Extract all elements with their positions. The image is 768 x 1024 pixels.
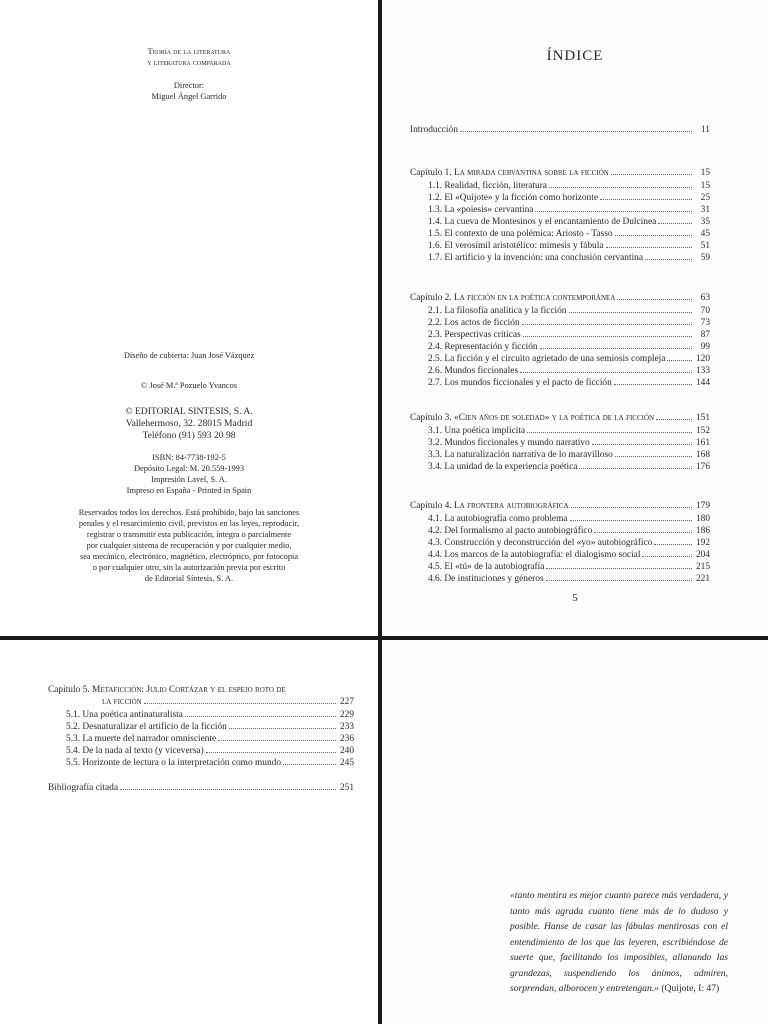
section-page: 186 xyxy=(695,526,710,536)
toc-section xyxy=(66,733,354,745)
dot-leader xyxy=(592,444,692,445)
section-title: Una poética implícita xyxy=(444,426,526,436)
section-page: 59 xyxy=(700,253,710,263)
publisher-address: Vallehermoso, 32. 28015 Madrid xyxy=(125,418,253,429)
epigraph-source: (Quijote, I: 47) xyxy=(661,983,720,994)
section-title: La ficción y el circuito agrietado de una semiosis compleja xyxy=(444,354,666,364)
dot-leader xyxy=(570,520,692,521)
chapter-label: Capítulo 5. xyxy=(48,685,90,695)
dot-leader xyxy=(645,259,692,260)
legal-deposit: Depósito Legal: M. 20.559-1993 xyxy=(133,464,245,473)
toc-section xyxy=(428,204,710,216)
section-page: 73 xyxy=(700,318,710,328)
rights-line: Reservados todos los derechos. Está prohibido, bajo las sanciones xyxy=(78,508,300,517)
section-page: 168 xyxy=(695,450,710,460)
toc-section xyxy=(428,228,710,240)
dot-leader xyxy=(654,544,692,545)
dot-leader xyxy=(594,532,692,533)
toc-section xyxy=(428,513,710,525)
index-page xyxy=(382,0,768,636)
section-title: Representación y ficción xyxy=(444,342,538,352)
section-number: 1.2. xyxy=(428,193,443,203)
toc-chapter-5-line2 xyxy=(102,696,354,708)
section-number: 2.1. xyxy=(428,306,443,316)
index-continued-page xyxy=(0,640,378,1024)
page-row-divider xyxy=(0,636,768,640)
section-number: 1.7. xyxy=(428,253,443,263)
section-page: 87 xyxy=(700,330,710,340)
dot-leader xyxy=(527,432,692,433)
page-spread-divider xyxy=(378,0,382,1024)
section-page: 233 xyxy=(339,722,354,732)
section-page: 236 xyxy=(339,734,354,744)
section-page: 221 xyxy=(695,574,710,584)
section-number: 1.3. xyxy=(428,205,443,215)
section-number: 5.5. xyxy=(66,758,81,768)
section-number: 2.6. xyxy=(428,366,443,376)
dot-leader xyxy=(229,728,336,729)
dot-leader xyxy=(540,348,692,349)
epigraph-text: «tanto mentira es mejor cuanto parece más verdadera, y tanto más agrada cuanto tiene más de lo dudoso y posible. Hanse de casar las fábulas mentirosas con el entendimiento de los que las leyeren, escribiéndose de suerte que, facilitando los imposibles, allanando las grandezas, suspendiendo los ánimos, admiren, sorprendan, alborocen y entretengan.» xyxy=(510,890,728,994)
section-page: 51 xyxy=(700,241,710,251)
section-title: Los marcos de la autobiografía: el dialogismo social xyxy=(444,550,641,560)
toc-chapter-5-line1 xyxy=(48,684,354,696)
dot-leader xyxy=(206,752,336,753)
chapter-label: Capítulo 3. xyxy=(410,413,452,423)
section-number: 2.4. xyxy=(428,342,443,352)
section-title: Horizonte de lectura o la interpretación como mundo xyxy=(82,758,282,768)
section-page: 70 xyxy=(700,306,710,316)
section-title: La naturalización narrativa de lo maravilloso xyxy=(444,450,613,460)
section-number: 5.3. xyxy=(66,734,81,744)
toc-section xyxy=(428,341,710,353)
section-number: 3.1. xyxy=(428,426,443,436)
section-page: 192 xyxy=(695,538,710,548)
chapter-title-continued: la ficción xyxy=(102,697,142,707)
section-page: 240 xyxy=(339,746,354,756)
toc-section xyxy=(428,549,710,561)
section-title: La «poiesis» cervantina xyxy=(444,205,534,215)
toc-section xyxy=(428,240,710,252)
dot-leader xyxy=(571,507,692,508)
section-number: 3.2. xyxy=(428,438,443,448)
dot-leader xyxy=(460,131,692,132)
section-number: 1.5. xyxy=(428,229,443,239)
section-number: 5.1. xyxy=(66,710,81,720)
dot-leader xyxy=(615,456,692,457)
toc-section xyxy=(428,377,710,389)
toc-section xyxy=(428,537,710,549)
toc-section xyxy=(428,317,710,329)
dot-leader xyxy=(658,223,692,224)
chapter-label: Capítulo 1. xyxy=(410,168,452,178)
printer: Impresión Lavel, S. A. xyxy=(151,475,227,484)
toc-section xyxy=(428,437,710,449)
dot-leader xyxy=(642,556,692,557)
dot-leader xyxy=(523,336,692,337)
chapter-label: Capítulo 2. xyxy=(410,293,452,303)
section-number: 3.4. xyxy=(428,462,443,472)
toc-section xyxy=(428,305,710,317)
section-title: El contexto de una polémica: Ariosto - Tasso xyxy=(444,229,613,239)
chapter-page: 227 xyxy=(339,697,354,707)
section-page: 204 xyxy=(695,550,710,560)
dot-leader xyxy=(656,419,692,420)
section-title: El artificio y la invención: una conclusión cervantina xyxy=(444,253,644,263)
section-number: 2.3. xyxy=(428,330,443,340)
toc-section xyxy=(66,745,354,757)
dot-leader xyxy=(579,468,692,469)
dot-leader xyxy=(549,187,692,188)
section-page: 35 xyxy=(700,217,710,227)
toc-section xyxy=(66,721,354,733)
section-page: 133 xyxy=(695,366,710,376)
isbn: ISBN: 84-7738-192-5 xyxy=(152,453,226,462)
index-title: ÍNDICE xyxy=(546,48,604,64)
section-page: 176 xyxy=(695,462,710,472)
dot-leader xyxy=(614,384,692,385)
toc-entry-introduction xyxy=(410,124,710,136)
section-title: Mundos ficcionales y mundo narrativo xyxy=(444,438,590,448)
section-number: 2.2. xyxy=(428,318,443,328)
section-number: 4.5. xyxy=(428,562,443,572)
chapter-title: «Cien años de soledad» y la poética de la ficción xyxy=(454,413,655,423)
dot-leader xyxy=(283,764,336,765)
dot-leader xyxy=(120,789,336,790)
director-name: Miguel Ángel Garrido xyxy=(151,92,227,101)
dot-leader xyxy=(546,568,692,569)
dot-leader xyxy=(606,247,693,248)
section-number: 1.6. xyxy=(428,241,443,251)
section-title: La muerte del narrador omnisciente xyxy=(82,734,217,744)
section-page: 245 xyxy=(339,758,354,768)
toc-entry-page: 11 xyxy=(700,125,710,135)
section-number: 5.2. xyxy=(66,722,81,732)
section-page: 45 xyxy=(700,229,710,239)
section-page: 31 xyxy=(700,205,710,215)
cover-credit: Diseño de cubierta: Juan José Vázquez xyxy=(123,351,255,360)
section-number: 4.6. xyxy=(428,574,443,584)
rights-line: de Editorial Síntesis, S. A. xyxy=(144,574,234,583)
section-title: Construcción y deconstrucción del «yo» autobiográfico xyxy=(444,538,653,548)
section-number: 4.1. xyxy=(428,514,443,524)
section-page: 215 xyxy=(695,562,710,572)
section-page: 229 xyxy=(339,710,354,720)
section-number: 4.4. xyxy=(428,550,443,560)
section-number: 1.1. xyxy=(428,181,443,191)
section-title: El «Quijote» y la ficción como horizonte xyxy=(444,193,599,203)
epigraph xyxy=(510,888,728,997)
rights-line: penales y el resarcimiento civil, previstos en las leyes, reproducir, xyxy=(78,519,300,528)
chapter-title: La ficción en la poética contemporánea xyxy=(454,293,616,303)
toc-section xyxy=(428,365,710,377)
toc-section xyxy=(428,180,710,192)
toc-section xyxy=(428,425,710,437)
section-page: 15 xyxy=(700,181,710,191)
page-number: 5 xyxy=(572,592,578,604)
toc-chapter-3 xyxy=(410,412,710,424)
rights-line: registrar o transmitir esta publicación, íntegra o parcialmente xyxy=(86,530,292,539)
section-number: 2.5. xyxy=(428,354,443,364)
toc-section xyxy=(428,252,710,264)
chapter-title: La frontera autobiográfica xyxy=(454,501,569,511)
section-title: La autobiografía como problema xyxy=(444,514,568,524)
epigraph-page xyxy=(382,640,768,1024)
section-title: El verosímil aristotélico: mimesis y fábula xyxy=(444,241,604,251)
section-title: La unidad de la experiencia poética xyxy=(444,462,578,472)
chapter-page: 179 xyxy=(695,501,710,511)
toc-chapter-1 xyxy=(410,167,710,179)
toc-section xyxy=(428,561,710,573)
section-title: De instituciones y géneros xyxy=(444,574,544,584)
director-label: Director: xyxy=(173,81,205,90)
toc-chapter-4 xyxy=(410,500,710,512)
rights-line: por cualquier sistema de recuperación y por cualquier medio, xyxy=(86,541,292,550)
dot-leader xyxy=(546,580,692,581)
dot-leader xyxy=(617,299,692,300)
toc-section xyxy=(66,757,354,769)
section-title: Mundos ficcionales xyxy=(444,366,519,376)
toc-section xyxy=(428,329,710,341)
credits-page xyxy=(0,0,378,636)
dot-leader xyxy=(569,312,693,313)
dot-leader xyxy=(600,199,692,200)
dot-leader xyxy=(218,740,336,741)
section-number: 5.4. xyxy=(66,746,81,756)
publisher-phone: Teléfono (91) 593 20 98 xyxy=(142,430,236,441)
section-number: 2.7. xyxy=(428,378,443,388)
author-copyright: © José M.ª Pozuelo Yvancos xyxy=(140,381,238,390)
toc-section xyxy=(428,192,710,204)
chapter-page: 15 xyxy=(700,168,710,178)
toc-section xyxy=(428,449,710,461)
section-title: Del formalismo al pacto autobiográfico xyxy=(444,526,593,536)
section-title: De la nada al texto (y viceversa) xyxy=(82,746,204,756)
toc-entry-title: Introducción xyxy=(410,125,458,135)
section-page: 25 xyxy=(700,193,710,203)
toc-section xyxy=(428,216,710,228)
dot-leader xyxy=(667,360,692,361)
section-title: Los mundos ficcionales y el pacto de ficción xyxy=(444,378,612,388)
chapter-label: Capítulo 4. xyxy=(410,501,452,511)
chapter-page: 63 xyxy=(700,293,710,303)
dot-leader xyxy=(144,703,336,704)
series-line1: Teoría de la literatura xyxy=(147,47,231,56)
dot-leader xyxy=(520,372,692,373)
chapter-title: Metaficción: Julio Cortázar y el espejo roto de xyxy=(92,685,286,695)
section-number: 1.4. xyxy=(428,217,443,227)
toc-section xyxy=(428,461,710,473)
section-title: La filosofía analítica y la ficción xyxy=(444,306,567,316)
printed-in: Impreso en España - Printed in Spain xyxy=(126,486,252,495)
section-number: 4.2. xyxy=(428,526,443,536)
dot-leader xyxy=(522,324,692,325)
section-title: Desnaturalizar el artificio de la ficción xyxy=(82,722,227,732)
rights-line: sea mecánico, electrónico, magnético, electróptico, por fotocopia xyxy=(79,552,299,561)
toc-entry-page: 251 xyxy=(339,783,354,793)
section-title: La cueva de Montesinos y el encantamiento de Dulcinea xyxy=(444,217,657,227)
toc-entry-bibliography xyxy=(48,782,354,794)
rights-line: o por cualquier otro, sin la autorización previa por escrito xyxy=(92,563,286,572)
dot-leader xyxy=(535,211,692,212)
section-number: 4.3. xyxy=(428,538,443,548)
section-page: 180 xyxy=(695,514,710,524)
section-page: 144 xyxy=(695,378,710,388)
dot-leader xyxy=(185,716,336,717)
dot-leader xyxy=(615,235,692,236)
section-title: El «tú» de la autobiografía xyxy=(444,562,545,572)
section-page: 120 xyxy=(695,354,710,364)
section-page: 161 xyxy=(695,438,710,448)
chapter-page: 151 xyxy=(695,413,710,423)
section-title: Perspectivas críticas xyxy=(444,330,521,340)
section-title: Los actos de ficción xyxy=(444,318,520,328)
series-line2: y literatura comparada xyxy=(147,58,231,67)
section-page: 99 xyxy=(700,342,710,352)
section-title: Realidad, ficción, literatura xyxy=(444,181,547,191)
chapter-title: La mirada cervantina sobre la ficción xyxy=(454,168,609,178)
toc-section xyxy=(428,573,710,585)
toc-chapter-2 xyxy=(410,292,710,304)
section-page: 152 xyxy=(695,426,710,436)
toc-section xyxy=(66,709,354,721)
toc-entry-title: Bibliografía citada xyxy=(48,783,119,793)
dot-leader xyxy=(611,174,692,175)
publisher-name: © EDITORIAL SINTESIS, S. A. xyxy=(125,406,253,417)
toc-section xyxy=(428,353,710,365)
toc-section xyxy=(428,525,710,537)
section-title: Una poética antinaturalista xyxy=(82,710,183,720)
section-number: 3.3. xyxy=(428,450,443,460)
